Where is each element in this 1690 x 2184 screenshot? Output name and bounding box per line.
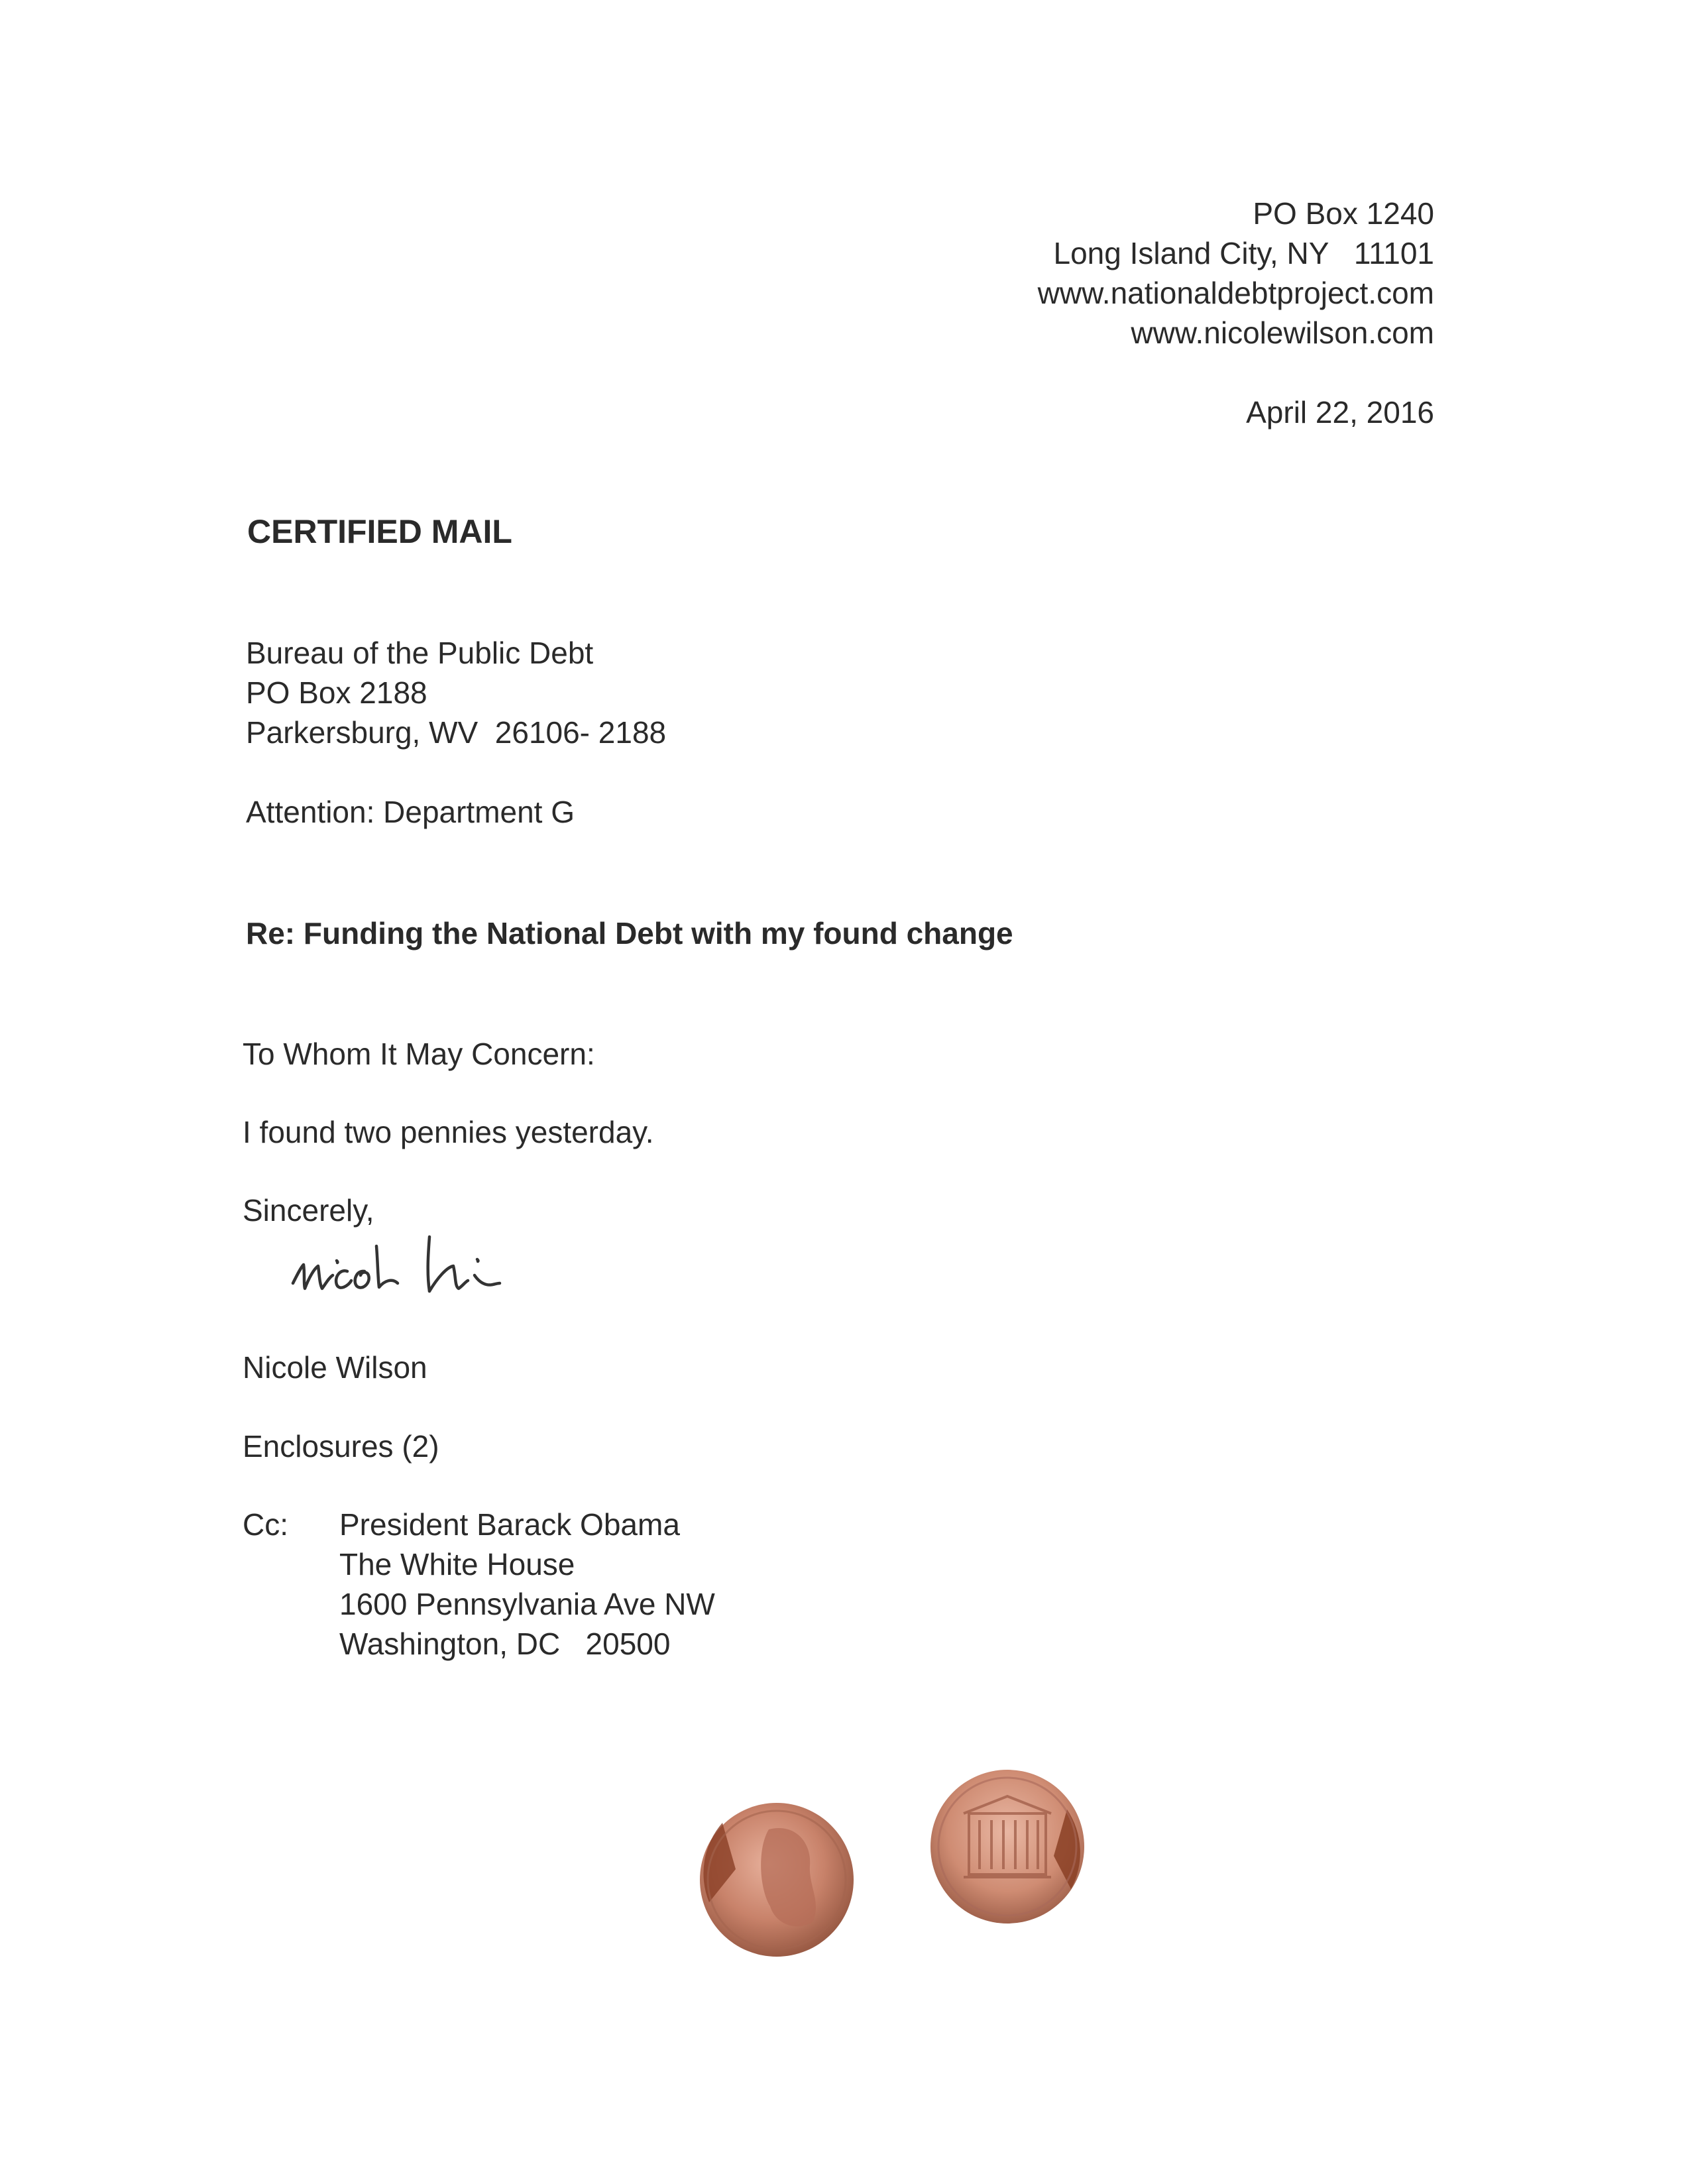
cc-line: Washington, DC 20500 [339, 1627, 671, 1661]
enclosures-note: Enclosures (2) [243, 1429, 439, 1464]
sender-address [1038, 194, 1434, 353]
cc-line: The White House [339, 1547, 575, 1581]
salutation: To Whom It May Concern: [243, 1037, 595, 1071]
sender-line: PO Box 1240 [1253, 196, 1434, 231]
recipient-line: Bureau of the Public Debt [246, 636, 594, 670]
enclosed-pennies [696, 1750, 1120, 1988]
subject-line: Re: Funding the National Debt with my found change [246, 916, 1013, 950]
recipient-line: PO Box 2188 [246, 675, 427, 710]
delivery-method-heading: CERTIFIED MAIL [247, 513, 512, 550]
cc-line: President Barack Obama [339, 1507, 680, 1542]
penny-reverse-icon [930, 1770, 1084, 1924]
handwritten-signature [285, 1220, 603, 1319]
recipient-line: Parkersburg, WV 26106- 2188 [246, 715, 667, 750]
sender-line: www.nationaldebtproject.com [1037, 276, 1434, 310]
cc-label: Cc: [243, 1507, 288, 1542]
cc-recipient [339, 1505, 715, 1664]
recipient-address [246, 633, 666, 752]
sender-line: www.nicolewilson.com [1131, 316, 1434, 350]
letter-body: I found two pennies yesterday. [243, 1115, 654, 1149]
attention-line: Attention: Department G [246, 795, 575, 829]
letter-date: April 22, 2016 [1246, 395, 1434, 430]
penny-obverse-icon [700, 1803, 854, 1957]
sender-line: Long Island City, NY 11101 [1053, 236, 1434, 270]
signer-name: Nicole Wilson [243, 1350, 427, 1385]
closing: Sincerely, [243, 1193, 374, 1228]
cc-line: 1600 Pennsylvania Ave NW [339, 1587, 715, 1621]
